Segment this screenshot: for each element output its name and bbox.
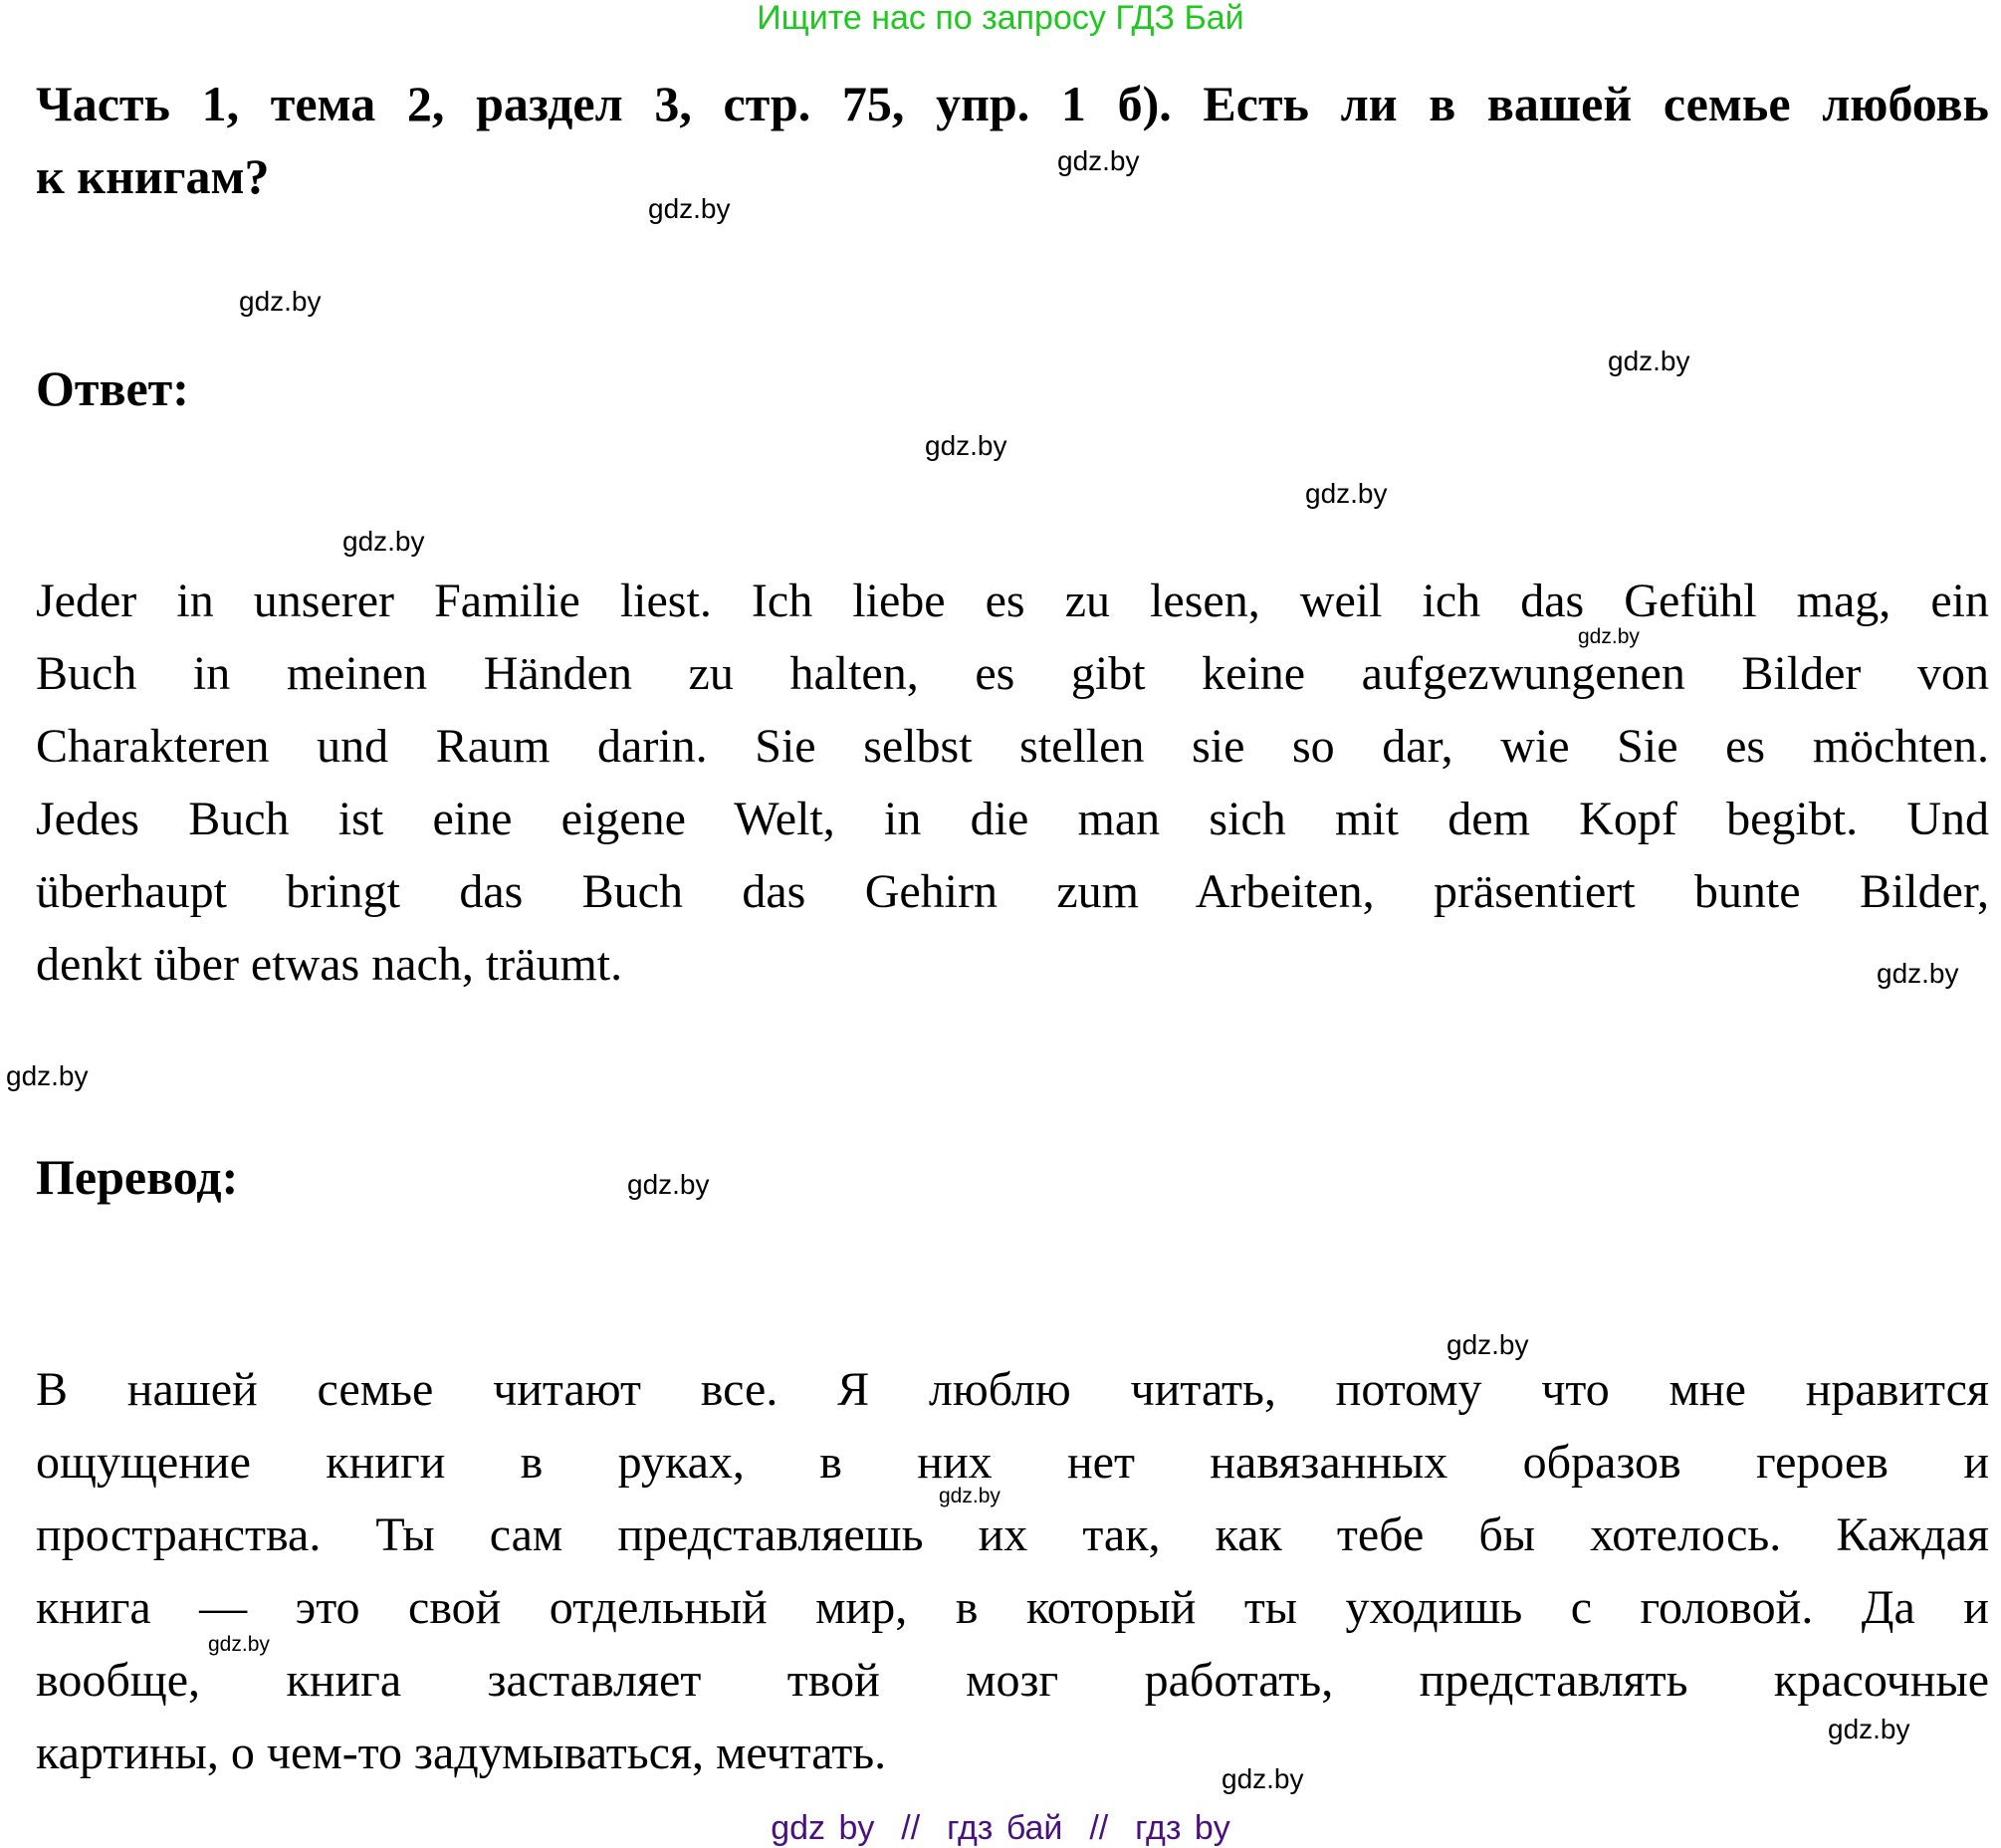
page-title	[36, 68, 1989, 213]
watermark: gdz.by	[1578, 625, 1640, 648]
watermark: gdz.by	[939, 1485, 1000, 1507]
translation-line: ощущение книги в руках, в них нет навязанных образов героев и	[36, 1436, 1989, 1489]
watermark: gdz.by	[6, 1060, 89, 1091]
answer-line: Jeder in unserer Familie liest. Ich liebe es zu lesen, weil ich das Gefühl mag, ein	[36, 575, 1989, 627]
watermark: gdz.by	[1608, 346, 1690, 376]
watermark: gdz.by	[1057, 145, 1140, 176]
watermark: gdz.by	[627, 1169, 710, 1200]
answer-line: Buch in meinen Händen zu halten, es gibt keine aufgezwungenen Bilder von	[36, 647, 1989, 700]
watermark: gdz.by	[1222, 1763, 1304, 1794]
translation-line: пространства. Ты сам представляешь их так, как тебе бы хотелось. Каждая	[36, 1508, 1989, 1561]
watermark: gdz.by	[1446, 1329, 1529, 1360]
translation-line: вообще, книга заставляет твой мозг работать, представлять красочные	[36, 1654, 1989, 1707]
translation-paragraph	[36, 1353, 1989, 1789]
answer-paragraph	[36, 565, 1989, 1001]
title-line: Часть 1, тема 2, раздел 3, стр. 75, упр. 1 б). Есть ли в вашей семье любовь	[36, 76, 1989, 131]
watermark: gdz.by	[342, 526, 425, 557]
translation-heading: Перевод:	[36, 1149, 239, 1205]
answer-line: denkt über etwas nach, träumt.	[36, 938, 623, 991]
bottom-banner: gdz by // гдз бай // гдз by	[771, 1809, 1230, 1847]
title-line: к книгам?	[36, 148, 270, 204]
translation-line: книга — это свой отдельный мир, в который ты уходишь с головой. Да и	[36, 1581, 1989, 1634]
watermark: gdz.by	[925, 430, 1007, 461]
watermark: gdz.by	[1305, 478, 1388, 509]
top-banner: Ищите нас по запросу ГДЗ Бай	[757, 0, 1244, 37]
watermark: gdz.by	[1877, 958, 1959, 989]
translation-line: В нашей семье читают все. Я люблю читать, потому что мне нравится	[36, 1363, 1989, 1416]
answer-line: Charakteren und Raum darin. Sie selbst stellen sie so dar, wie Sie es möchten.	[36, 720, 1989, 773]
watermark: gdz.by	[239, 286, 322, 317]
answer-line: Jedes Buch ist eine eigene Welt, in die man sich mit dem Kopf begibt. Und	[36, 793, 1989, 845]
answer-line: überhaupt bringt das Buch das Gehirn zum Arbeiten, präsentiert bunte Bilder,	[36, 865, 1989, 918]
watermark: gdz.by	[1828, 1714, 1910, 1744]
answer-heading: Ответ:	[36, 360, 189, 416]
watermark: gdz.by	[648, 193, 731, 224]
watermark: gdz.by	[208, 1633, 270, 1656]
translation-line: картины, о чем-то задумываться, мечтать.	[36, 1727, 887, 1779]
